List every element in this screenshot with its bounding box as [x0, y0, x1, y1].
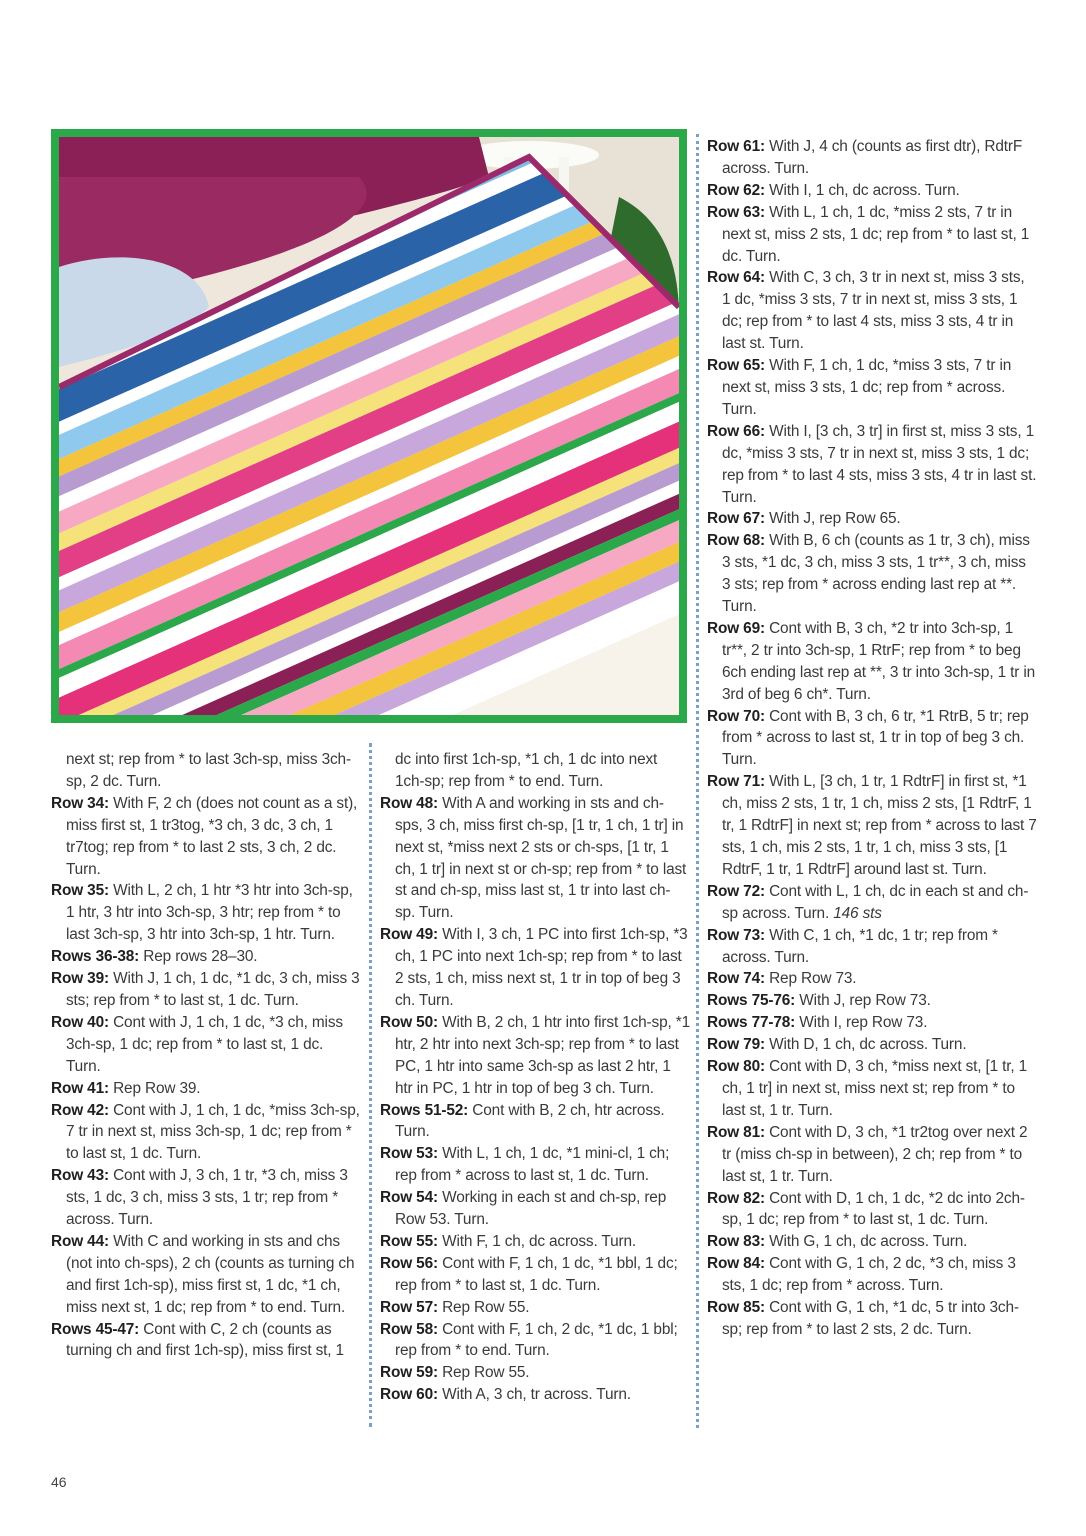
row-instruction: Cont with B, 3 ch, *2 tr into 3ch-sp, 1 tr**, 2 tr into 3ch-sp, 1 RtrF; rep from * to beg 6ch ending last rep at **, 3 tr into 3ch-sp, 1 tr in 3rd of beg 6 ch*. Turn.	[722, 619, 1036, 703]
row-instruction: With A and working in sts and ch-sps, 3 ch, miss first ch-sp, [1 tr, 1 ch, 1 tr] in next st, *miss next 2 sts or ch-sps, [1 tr, 1 ch, 1 tr] in next st or ch-sp; rep from * to last st and ch-sp, miss last st, 1 tr into last ch-sp. Turn.	[395, 794, 687, 922]
row-instruction: With F, 1 ch, dc across. Turn.	[437, 1232, 637, 1250]
pattern-row	[51, 1165, 361, 1231]
row-label: Row 59:	[380, 1364, 438, 1382]
row-instruction: Cont with D, 1 ch, 1 dc, *2 dc into 2ch-sp, 1 dc; rep from * to last st, 1 dc. Turn.	[722, 1189, 1025, 1229]
row-label: Row 60:	[380, 1386, 438, 1404]
row-instruction: Cont with D, 3 ch, *miss next st, [1 tr, 1 ch, 1 tr] in next st, miss next st; rep from * to last st, 1 tr. Turn.	[722, 1058, 1028, 1119]
row-label: Row 63:	[707, 203, 765, 221]
row-label: Rows 51-52:	[380, 1101, 469, 1119]
row-instruction: Cont with G, 1 ch, *1 dc, 5 tr into 3ch-sp; rep from * to last 2 sts, 2 dc. Turn.	[722, 1299, 1019, 1338]
pattern-row	[51, 1319, 361, 1363]
pattern-row	[380, 1319, 690, 1363]
row-instruction: With I, 1 ch, dc across. Turn.	[764, 181, 960, 199]
row-instruction: Working in each st and ch-sp, rep Row 53. Turn.	[395, 1189, 667, 1229]
row-label: Row 71:	[707, 773, 765, 791]
pattern-row	[707, 1297, 1037, 1341]
pattern-row	[51, 946, 361, 968]
row-instruction: With C, 1 ch, *1 dc, 1 tr; rep from * across. Turn.	[722, 926, 998, 966]
pattern-row	[707, 1056, 1037, 1122]
pattern-row	[380, 1231, 690, 1253]
pattern-row	[707, 508, 1037, 530]
row-label: Row 81:	[707, 1123, 765, 1141]
pattern-row	[51, 1078, 361, 1100]
row-instruction: Cont with C, 2 ch (counts as turning ch and first 1ch-sp), miss first st, 1	[66, 1320, 344, 1360]
pattern-row	[51, 1100, 361, 1166]
pattern-row	[380, 924, 690, 1012]
row-instruction: Cont with L, 1 ch, dc in each st and ch-sp across. Turn.	[722, 882, 1029, 922]
blanket-photo	[51, 129, 687, 723]
row-instruction: With B, 6 ch (counts as 1 tr, 3 ch), miss 3 sts, *1 dc, 3 ch, miss 3 sts, 1 tr**, 3 ch, miss 3 sts; rep from * across ending last rep at **. Turn.	[722, 532, 1030, 616]
row-instruction: With L, 1 ch, 1 dc, *miss 2 sts, 7 tr in next st, miss 2 sts, 1 dc; rep from * to last st, 1 dc. Turn.	[722, 203, 1030, 265]
row-label: Row 68:	[707, 532, 765, 550]
row-label: Row 62:	[707, 181, 765, 199]
pattern-row	[380, 1253, 690, 1297]
row-label: Row 39:	[51, 970, 109, 988]
row-instruction: With G, 1 ch, dc across. Turn.	[764, 1233, 968, 1251]
pattern-row	[707, 925, 1037, 969]
row-label: Row 84:	[707, 1255, 765, 1273]
row-label: Row 41:	[51, 1079, 109, 1097]
pattern-row	[707, 618, 1037, 706]
row-label: Row 74:	[707, 970, 765, 988]
column-divider	[696, 134, 699, 1428]
row-instruction: Cont with D, 3 ch, *1 tr2tog over next 2 tr (miss ch-sp in between), 2 ch; rep from * to last st, 1 tr. Turn.	[722, 1123, 1028, 1185]
row-instruction: With I, rep Row 73.	[795, 1014, 928, 1032]
pattern-row	[51, 1012, 361, 1078]
row-label: Row 82:	[707, 1189, 765, 1207]
row-instruction: Cont with J, 1 ch, 1 dc, *3 ch, miss 3ch-sp, 1 dc; rep from * to last st, 1 dc. Turn.	[66, 1013, 343, 1075]
row-label: Row 40:	[51, 1013, 109, 1031]
pattern-row	[380, 1100, 690, 1144]
row-instruction: Rep Row 73.	[764, 970, 857, 988]
row-instruction: With J, 4 ch (counts as first dtr), RdtrF across. Turn.	[722, 138, 1023, 177]
pattern-row	[707, 1253, 1037, 1297]
stitch-count: 146 sts	[833, 904, 882, 922]
row-instruction: Cont with F, 1 ch, 1 dc, *1 bbl, 1 dc; rep from * to last st, 1 dc. Turn.	[395, 1254, 678, 1294]
row-instruction: With J, rep Row 73.	[795, 992, 931, 1010]
row-label: Row 53:	[380, 1145, 438, 1163]
row-label: Rows 36-38:	[51, 948, 140, 966]
row-instruction: Cont with B, 2 ch, htr across. Turn.	[395, 1101, 665, 1141]
row-label: Rows 45-47:	[51, 1320, 140, 1338]
row-instruction: With L, [3 ch, 1 tr, 1 RdtrF] in first st, *1 ch, miss 2 sts, 1 tr, 1 ch, miss 2 sts, [1 RdtrF, 1 tr, 1 RdtrF] in next st; rep from * across to last 7 sts, 1 ch, mis 2 sts, 1 tr, 1 ch, miss 3 sts, [1 RdtrF, 1 tr, 1 RdtrF] around last st. Turn.	[722, 773, 1037, 878]
row-label: Rows 75-76:	[707, 992, 796, 1010]
row-label: Row 72:	[707, 882, 765, 900]
row-label: Row 85:	[707, 1299, 765, 1317]
row-instruction: Rep Row 39.	[108, 1079, 201, 1097]
row-label: Row 48:	[380, 794, 438, 812]
row-instruction: With L, 2 ch, 1 htr *3 htr into 3ch-sp, 1 htr, 3 htr into 3ch-sp, 3 htr; rep from * to last 3ch-sp, 3 htr into 3ch-sp, 1 htr. Turn.	[66, 882, 353, 944]
row-instruction: Cont with B, 3 ch, 6 tr, *1 RtrB, 5 tr; rep from * across to last st, 1 tr in top of beg 3 ch. Turn.	[722, 707, 1029, 769]
row-label: Row 79:	[707, 1036, 765, 1054]
pattern-row	[707, 1012, 1037, 1034]
row-label: Row 44:	[51, 1232, 109, 1250]
pattern-row	[707, 421, 1037, 509]
row-label: Rows 77-78:	[707, 1014, 796, 1032]
pattern-row	[707, 990, 1037, 1012]
pattern-row	[380, 749, 690, 793]
row-label: Row 55:	[380, 1232, 438, 1250]
row-instruction: With F, 1 ch, 1 dc, *miss 3 sts, 7 tr in next st, miss 3 sts, 1 dc; rep from * across. Turn.	[722, 357, 1012, 418]
row-label: Row 80:	[707, 1058, 765, 1076]
row-label: Row 61:	[707, 138, 765, 155]
instructions-column-1	[51, 749, 361, 1362]
row-instruction: With B, 2 ch, 1 htr into first 1ch-sp, *1 htr, 2 htr into next 3ch-sp; rep from * to last PC, 1 htr into same 3ch-sp as last 2 htr, 1 htr in PC, 1 htr in top of beg 3 ch. Turn.	[395, 1013, 690, 1097]
row-instruction: With C and working in sts and chs (not into ch-sps), 2 ch (counts as turning ch and first 1ch-sp), miss first st, 1 dc, *1 ch, miss next st, 1 dc; rep from * to end. Turn.	[66, 1232, 355, 1316]
row-label: Row 65:	[707, 357, 765, 375]
pattern-row	[707, 180, 1037, 202]
instructions-column-3	[707, 136, 1037, 1341]
row-instruction: Cont with J, 3 ch, 1 tr, *3 ch, miss 3 sts, 1 dc, 3 ch, miss 3 sts, 1 tr; rep from * across. Turn.	[66, 1167, 348, 1229]
pattern-row	[707, 771, 1037, 881]
row-instruction: With I, 3 ch, 1 PC into first 1ch-sp, *3 ch, 1 PC into next 1ch-sp; rep from * to last 2 sts, 1 ch, miss next st, 1 tr in top of beg 3 ch. Turn.	[395, 926, 688, 1009]
row-instruction: With D, 1 ch, dc across. Turn.	[764, 1036, 967, 1054]
row-label: Row 83:	[707, 1233, 765, 1251]
row-label: Row 34:	[51, 794, 109, 812]
pattern-row	[707, 530, 1037, 618]
row-label: Row 66:	[707, 422, 765, 440]
page-number: 46	[51, 1474, 67, 1490]
instructions-column-2	[380, 749, 690, 1406]
row-instruction: Cont with J, 1 ch, 1 dc, *miss 3ch-sp, 7 tr in next st, miss 3ch-sp, 1 dc; rep from * to last st, 1 dc. Turn.	[66, 1101, 360, 1163]
row-label: Row 35:	[51, 882, 109, 900]
row-instruction: With J, 1 ch, 1 dc, *1 dc, 3 ch, miss 3 sts; rep from * to last st, 1 dc. Turn.	[66, 970, 360, 1009]
row-label: Row 50:	[380, 1013, 438, 1031]
row-label: Row 73:	[707, 926, 765, 944]
pattern-row	[707, 267, 1037, 355]
row-label: Row 67:	[707, 510, 765, 528]
pattern-row	[380, 793, 690, 924]
row-instruction: With I, [3 ch, 3 tr] in first st, miss 3 sts, 1 dc, *miss 3 sts, 7 tr in next st, miss 3 sts, 1 dc; rep from * to last 4 sts, miss 3 sts, 4 tr in last st. Turn.	[722, 422, 1037, 506]
row-label: Row 43:	[51, 1167, 109, 1185]
row-instruction: Rep Row 55.	[437, 1298, 530, 1316]
pattern-row	[380, 1187, 690, 1231]
row-instruction: With C, 3 ch, 3 tr in next st, miss 3 sts, 1 dc, *miss 3 sts, 7 tr in next st, miss 3 sts, 1 dc; rep from * to last 4 sts, miss 3 sts, 4 tr in last st. Turn.	[722, 269, 1025, 353]
row-label: Row 70:	[707, 707, 765, 725]
pattern-row	[380, 1012, 690, 1100]
pattern-row	[380, 1384, 690, 1406]
row-instruction: With L, 1 ch, 1 dc, *1 mini-cl, 1 ch; rep from * across to last st, 1 dc. Turn.	[395, 1145, 670, 1185]
row-instruction: Cont with F, 1 ch, 2 dc, *1 dc, 1 bbl; rep from * to end. Turn.	[395, 1320, 678, 1360]
row-label: Row 54:	[380, 1189, 438, 1207]
row-instruction: With F, 2 ch (does not count as a st), miss first st, 1 tr3tog, *3 ch, 3 dc, 3 ch, 1 tr7tog; rep from * to last 2 sts, 3 ch, 2 dc. Turn.	[66, 794, 358, 878]
crochet-blanket-photo	[59, 137, 679, 715]
row-label: Row 56:	[380, 1254, 438, 1272]
pattern-row	[51, 793, 361, 881]
row-label: Row 69:	[707, 619, 765, 637]
column-divider	[369, 743, 372, 1427]
pattern-row	[380, 1143, 690, 1187]
pattern-row	[51, 1231, 361, 1319]
row-instruction: Rep rows 28–30.	[139, 948, 258, 966]
row-label: Row 58:	[380, 1320, 438, 1338]
pattern-row	[707, 1034, 1037, 1056]
row-instruction: Rep Row 55.	[437, 1364, 530, 1382]
row-instruction: With J, rep Row 65.	[764, 510, 901, 528]
pattern-row	[707, 968, 1037, 990]
row-label: Row 64:	[707, 269, 765, 287]
pattern-row	[707, 202, 1037, 268]
pattern-row	[707, 1231, 1037, 1253]
row-instruction: With A, 3 ch, tr across. Turn.	[437, 1386, 631, 1404]
pattern-row	[380, 1297, 690, 1319]
pattern-row	[51, 749, 361, 793]
row-label: Row 57:	[380, 1298, 438, 1316]
pattern-row	[707, 1122, 1037, 1188]
pattern-row	[707, 355, 1037, 421]
pattern-row	[707, 136, 1037, 180]
pattern-row	[707, 1188, 1037, 1232]
row-instruction: dc into first 1ch-sp, *1 ch, 1 dc into next 1ch-sp; rep from * to end. Turn.	[395, 751, 658, 790]
row-label: Row 49:	[380, 926, 438, 944]
pattern-row	[707, 706, 1037, 772]
pattern-row	[707, 881, 1037, 925]
pattern-row	[51, 968, 361, 1012]
pattern-row	[380, 1362, 690, 1384]
row-instruction: Cont with G, 1 ch, 2 dc, *3 ch, miss 3 sts, 1 dc; rep from * across. Turn.	[722, 1255, 1016, 1295]
row-label: Row 42:	[51, 1101, 109, 1119]
pattern-row	[51, 880, 361, 946]
row-instruction: next st; rep from * to last 3ch-sp, miss 3ch-sp, 2 dc. Turn.	[66, 751, 351, 790]
